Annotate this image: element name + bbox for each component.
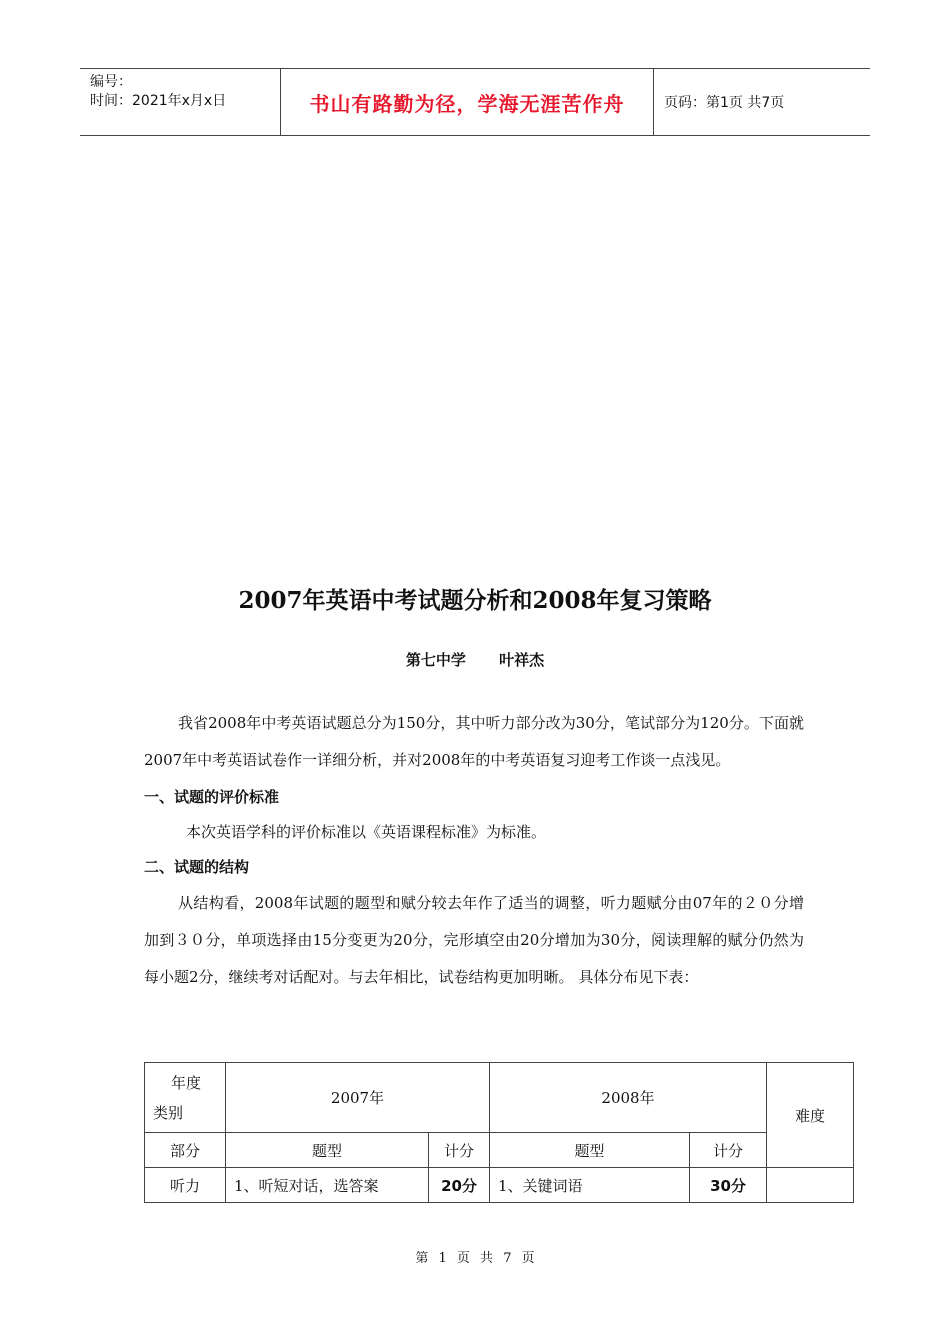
header-meta <box>80 69 281 135</box>
part-header: 部分 <box>145 1133 226 1168</box>
type-2007-header: 题型 <box>226 1133 429 1168</box>
table-corner-cell <box>145 1063 226 1133</box>
row-score-2008: 30分 <box>690 1168 767 1203</box>
year-2007-header: 2007年 <box>226 1063 490 1133</box>
number-label: 编号： <box>90 74 132 90</box>
row-part: 听力 <box>145 1168 226 1203</box>
score-2008-header: 计分 <box>690 1133 767 1168</box>
document-body <box>144 705 804 996</box>
year-2008-header: 2008年 <box>490 1063 767 1133</box>
corner-top-label: 年度 <box>171 1073 202 1092</box>
header-page-info: 页码：第1页 共7页 <box>664 95 785 111</box>
table-row <box>145 1168 854 1203</box>
document-title: 2007年英语中考试题分析和2008年复习策略 <box>238 587 712 614</box>
row-type-2007: 1、听短对话，选答案 <box>226 1168 429 1203</box>
row-type-2008: 1、关键词语 <box>490 1168 690 1203</box>
type-2008-header: 题型 <box>490 1133 690 1168</box>
row-score-2007: 20分 <box>429 1168 490 1203</box>
difficulty-header: 难度 <box>767 1063 854 1168</box>
corner-bottom-label: 类别 <box>153 1103 184 1122</box>
section2-heading: 二、试题的结构 <box>144 858 250 876</box>
time-label: 时间：2021年x月x日 <box>90 93 227 109</box>
score-2007-header: 计分 <box>429 1133 490 1168</box>
row-difficulty <box>767 1168 854 1203</box>
intro-paragraph: 我省2008年中考英语试题总分为150分，其中听力部分改为30分，笔试部分为120分。下面就2007年中考英语试卷作一详细分析，并对2008年的中考英语复习迎考工作谈一点浅见。 <box>144 714 804 769</box>
page-footer: 第 1 页 共 7 页 <box>415 1251 535 1266</box>
section1-paragraph: 本次英语学科的评价标准以《英语课程标准》为标准。 <box>186 823 547 841</box>
document-author: 第七中学 叶祥杰 <box>405 651 545 669</box>
header-motto: 书山有路勤为径，学海无涯苦作舟 <box>281 69 654 135</box>
section1-heading: 一、试题的评价标准 <box>144 788 280 806</box>
structure-table <box>144 1062 854 1203</box>
section2-paragraph: 从结构看，2008年试题的题型和赋分较去年作了适当的调整，听力题赋分由07年的２０分增加到３０分，单项选择由15分变更为20分，完形填空由20分增加为30分，阅读理解的赋分仍然为每小题2分，继续考对话配对。与去年相比，试卷结构更加明晰。 具体分布见下表： <box>144 894 804 986</box>
page-header <box>80 68 870 136</box>
